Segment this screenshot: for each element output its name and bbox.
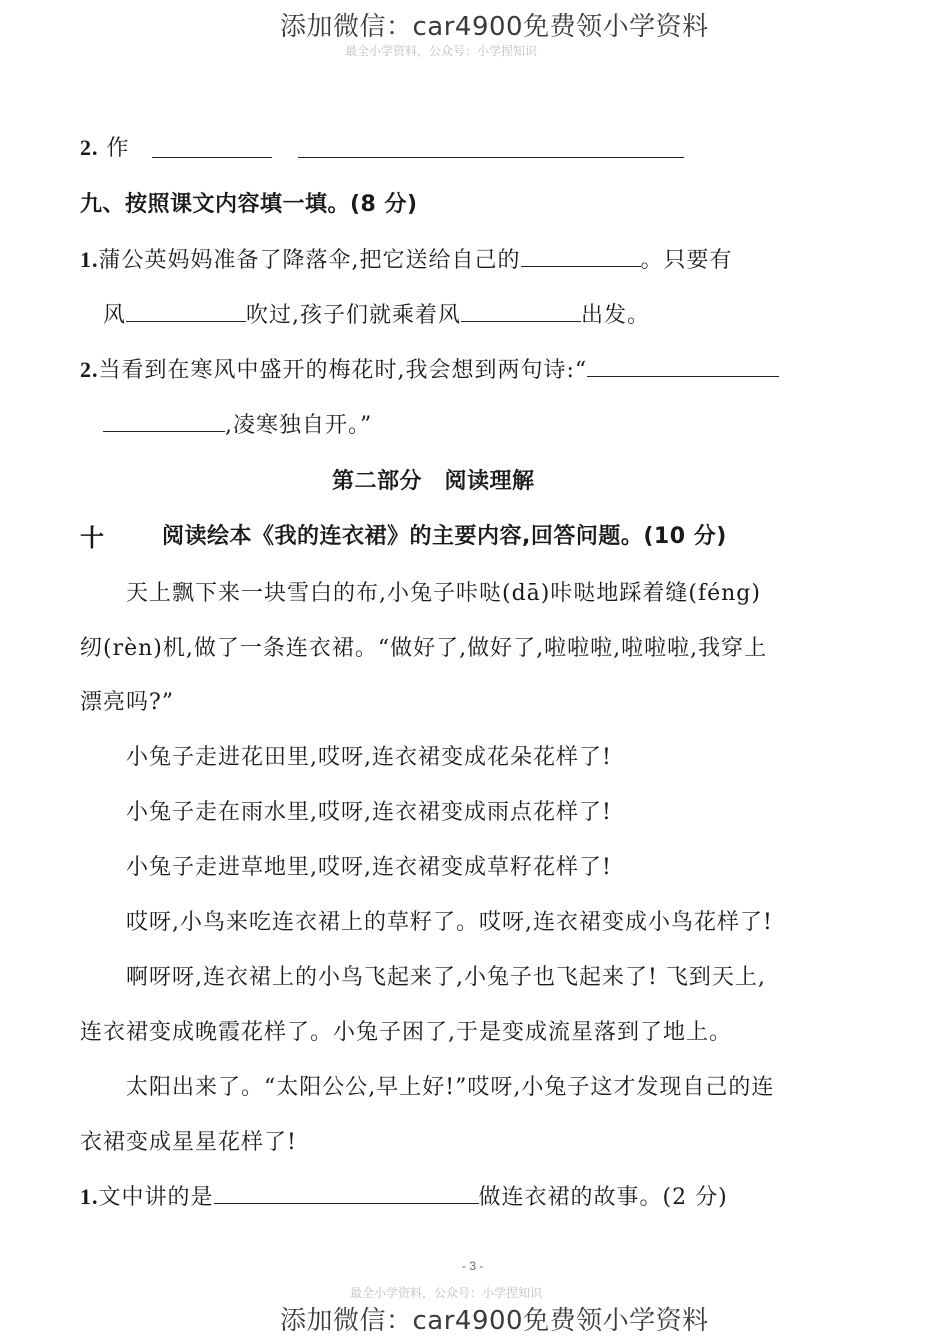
answer-blank xyxy=(126,301,246,322)
item-number: 2. xyxy=(80,135,99,160)
s9-q2-line1 xyxy=(80,353,779,384)
s10-q1-text-b: 做连衣裙的故事。(2 分) xyxy=(478,1185,728,1210)
passage-line: 太阳出来了。“太阳公公,早上好!”哎呀,小兔子这才发现自己的连 xyxy=(126,1075,775,1100)
q8-item-2 xyxy=(80,131,130,162)
watermark-banner-bottom: 添加微信：car4900免费领小学资料 xyxy=(280,1306,709,1336)
passage-line: 小兔子走进草地里,哎呀,连衣裙变成草籽花样了! xyxy=(126,855,612,880)
answer-blank xyxy=(103,411,225,432)
q1-line2-c: 出发。 xyxy=(581,303,651,328)
answer-blank xyxy=(214,1183,479,1204)
section-10-heading: 阅读绘本《我的连衣裙》的主要内容,回答问题。(10 分) xyxy=(162,524,727,549)
item-label: 作 xyxy=(106,136,130,161)
q1-line2-a: 风 xyxy=(103,303,127,328)
q1-line2-b: 吹过,孩子们就乘着风 xyxy=(246,303,462,328)
answer-blank xyxy=(152,157,272,158)
section-9-heading: 九、按照课文内容填一填。(8 分) xyxy=(80,192,418,217)
passage-line: 小兔子走进花田里,哎呀,连衣裙变成花朵花样了! xyxy=(126,745,612,770)
s9-q1-line1 xyxy=(80,243,733,274)
q2-text: 当看到在寒风中盛开的梅花时,我会想到两句诗:“ xyxy=(98,358,588,383)
item-number: 1. xyxy=(80,247,99,272)
passage-line: 连衣裙变成晚霞花样了。小兔子困了,于是变成流星落到了地上。 xyxy=(80,1020,732,1045)
q1-text-b: 。只要有 xyxy=(640,248,733,273)
passage-line: 啊呀呀,连衣裙上的小鸟飞起来了,小兔子也飞起来了! 飞到天上, xyxy=(126,965,766,990)
answer-blank xyxy=(521,246,641,267)
item-number: 1. xyxy=(80,1184,99,1209)
footer-faint-line: 最全小学资料，公众号：小学捏知识 xyxy=(350,1286,543,1300)
passage-line: 哎呀,小鸟来吃连衣裙上的草籽了。哎呀,连衣裙变成小鸟花样了! xyxy=(126,910,773,935)
passage-line: 漂亮吗?” xyxy=(80,690,175,715)
s9-q2-line2 xyxy=(103,408,372,439)
s10-q1-text-a: 文中讲的是 xyxy=(98,1185,214,1210)
watermark-banner-top: 添加微信：car4900免费领小学资料 xyxy=(280,12,709,42)
answer-blank xyxy=(587,356,779,377)
passage-line: 小兔子走在雨水里,哎呀,连衣裙变成雨点花样了! xyxy=(126,800,612,825)
q2-line2: ,凌寒独自开。” xyxy=(225,413,373,438)
passage-line: 纫(rèn)机,做了一条连衣裙。“做好了,做好了,啦啦啦,啦啦啦,我穿上 xyxy=(80,636,768,661)
page-number: - 3 - xyxy=(462,1259,484,1273)
passage-line: 衣裙变成星星花样了! xyxy=(80,1130,297,1155)
passage-line: 天上飘下来一块雪白的布,小兔子咔哒(dā)咔哒地踩着缝(féng) xyxy=(126,581,761,606)
s9-q1-line2 xyxy=(103,298,650,329)
item-number: 2. xyxy=(80,357,99,382)
q1-text-a: 蒲公英妈妈准备了降落伞,把它送给自己的 xyxy=(98,248,521,273)
section-10-label: 十 xyxy=(80,524,105,552)
s10-q1 xyxy=(80,1180,728,1211)
answer-blank xyxy=(298,157,684,158)
answer-blank xyxy=(461,301,581,322)
header-faint-line: 最全小学资料，公众号：小学捏知识 xyxy=(345,44,538,58)
part-2-title: 第二部分 阅读理解 xyxy=(332,469,535,494)
